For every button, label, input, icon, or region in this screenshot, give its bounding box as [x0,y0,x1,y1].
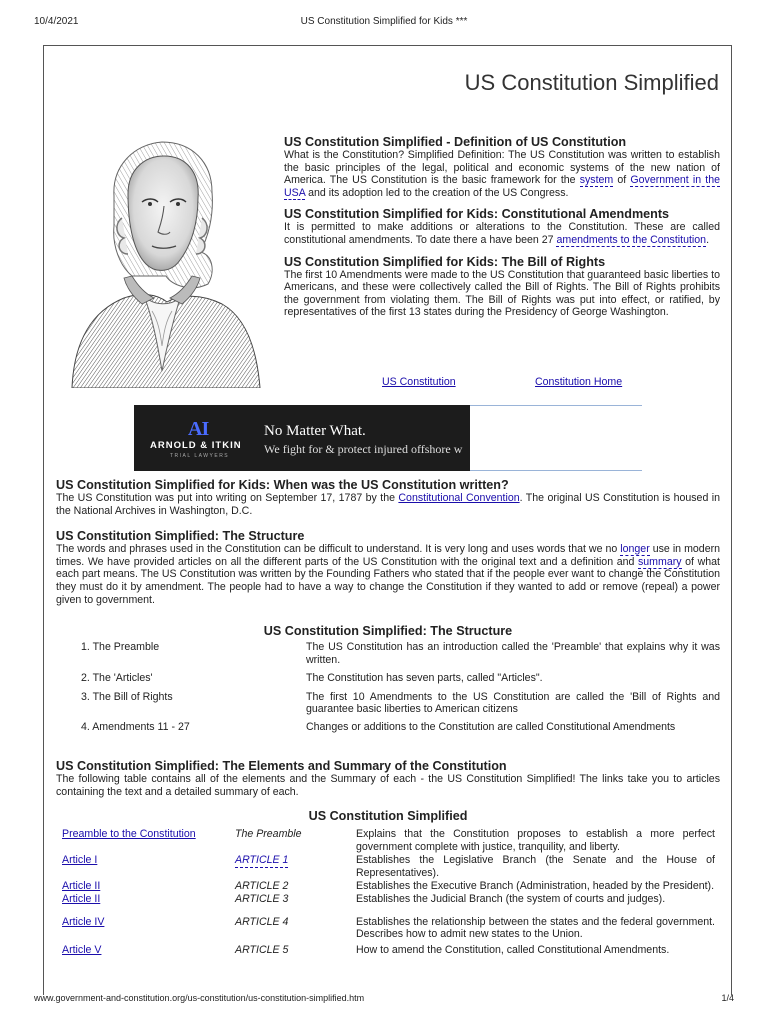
elements-table-caption: US Constitution Simplified [308,809,468,823]
amendments-heading: US Constitution Simplified for Kids: Constitutional Amendments [284,207,670,222]
advertisement-banner[interactable] [134,405,470,471]
elements-table [56,810,720,956]
element-link[interactable]: Article II [62,893,101,906]
written-heading: US Constitution Simplified for Kids: When was the US Constitution written? [56,478,509,492]
structure-heading: US Constitution Simplified: The Structure [56,529,305,544]
elements-heading: US Constitution Simplified: The Elements and Summary of the Constitution [56,759,507,773]
element-name: ARTICLE 5 [235,943,289,956]
amendments-link[interactable]: amendments to the Constitution [556,233,707,246]
element-name: The Preamble [235,828,302,841]
element-link[interactable]: Article V [62,943,102,956]
written-text-b: . The original US Constitution is housed in the National Archives in Washington, D.C. [56,492,720,517]
amendments-paragraph [284,221,720,246]
element-summary: Establishes the Executive Branch (Administration, headed by the President). [356,880,715,893]
longer-link[interactable]: longer [620,543,650,556]
table-row [56,672,720,684]
table-row [56,691,720,716]
system-link[interactable]: system [579,174,614,187]
ad-divider-lines [470,405,642,471]
table-row [56,641,720,666]
print-url: www.government-and-constitution.org/us-constitution/us-constitution-simplified.htm [34,993,365,1003]
print-page-number: 1/4 [721,993,734,1003]
ad-headline: No Matter What. [264,423,366,439]
written-paragraph [56,492,720,517]
structure-paragraph [56,543,720,606]
structure-part: 1. The Preamble [81,641,160,654]
table-row [56,880,720,892]
government-in-usa-link[interactable]: Government in the USA [284,174,720,199]
elements-section [56,759,720,798]
elements-paragraph: The following table contains all of the elements and the Summary of each - the US Constitution Simplified! The links take you to articles containing the text and a detailed summary of each. [56,773,720,798]
definition-paragraph [284,149,720,199]
element-summary: Establishes the Judicial Branch (the system of courts and judges). [356,893,666,906]
structure-desc: The Constitution has seven parts, called "Articles". [306,672,543,685]
structure-table-caption: US Constitution Simplified: The Structure [263,624,513,638]
table-row [56,916,720,941]
page-frame [43,45,732,995]
table-row [56,721,720,733]
table-row [56,893,720,905]
constitutional-convention-link[interactable]: Constitutional Convention [398,492,520,504]
definition-text-c: and its adoption led to the creation of the US Congress. [305,186,569,199]
body-text [56,478,720,618]
structure-part: 4. Amendments 11 - 27 [81,721,190,734]
amendments-text-b: . [706,233,710,246]
george-washington-portrait [62,126,262,388]
structure-part: 2. The 'Articles' [81,672,153,685]
amendments-text-a: It is permitted to make additions or alterations to the Constitution. These are called constitutional amendments. To date there a have been 27 [284,221,720,246]
summary-link[interactable]: summary [637,555,682,568]
definition-text-a: What is the Constitution? Simplified Definition: The US Constitution was written to establish the basic principles of the legal, political and economic systems of the new nation of America. The US Constitution is the basic framework for the [284,149,720,187]
ad-logo-name: ARNOLD & ITKIN [150,440,242,451]
bill-of-rights-heading: US Constitution Simplified for Kids: The Bill of Rights [284,254,606,269]
written-text-a: The US Constitution was put into writing on September 17, 1787 by the [56,492,399,504]
structure-text-a: The words and phrases used in the Constitution can be difficult to understand. It is very long and uses words that we no [56,543,621,556]
element-summary: How to amend the Constitution, called Constitutional Amendments. [356,943,670,956]
structure-part: 3. The Bill of Rights [81,690,173,703]
definition-text-b: of [613,174,631,187]
element-summary: Explains that the Constitution proposes to establish a more perfect government complete with justice, tranquility, and liberty. [356,828,715,853]
definition-heading: US Constitution Simplified - Definition of US Constitution [284,135,627,149]
table-row [56,828,720,853]
print-header [34,16,734,30]
table-row [56,944,720,956]
element-name: ARTICLE 4 [235,915,289,928]
element-link[interactable]: Article II [62,880,101,893]
structure-text-c: of what each part means. The US Constitution was written by the Founding Fathers who stated that if the people ever want to change the Constitution they must do it by amendment. The people had to have a way to change the Constitution if they wanted to add or remove (repeal) a power given to government. [56,555,720,606]
element-name-link[interactable]: ARTICLE 1 [235,854,289,867]
constitution-home-link[interactable]: Constitution Home [535,376,623,388]
element-name: ARTICLE 3 [235,893,289,906]
structure-text-b: use in modern times. We have provided articles on all the different parts of the US Constitution with the original text and a definition and [56,543,721,568]
ad-logo-sub: TRIAL LAWYERS [170,453,230,459]
ad-tagline: We fight for & protect injured offshore w [264,442,463,456]
element-summary: Establishes the Legislative Branch (the Senate and the House of Representatives). [356,854,715,879]
element-link[interactable]: Article IV [62,915,105,928]
element-name: ARTICLE 2 [235,880,289,893]
structure-desc: Changes or additions to the Constitution are called Constitutional Amendments [306,721,676,734]
structure-desc: The US Constitution has an introduction called the 'Preamble' that explains why it was written. [306,641,720,666]
print-date: 10/4/2021 [34,16,79,27]
element-link[interactable]: Preamble to the Constitution [62,828,196,841]
intro-sections [284,135,720,327]
element-link[interactable]: Article I [62,854,98,867]
ad-logo-mark: AI [188,418,209,440]
site-title: US Constitution Simplified [464,70,719,95]
structure-desc: The first 10 Amendments to the US Constitution are called the 'Bill of Rights and guarantee basic liberties to American citizens [306,690,720,716]
us-constitution-link[interactable]: US Constitution [382,376,456,388]
table-row [56,854,720,879]
element-summary: Establishes the relationship between the states and the federal government. Describes how to admit new states to the Union. [356,915,715,941]
print-page-title: US Constitution Simplified for Kids *** [300,16,468,27]
bill-of-rights-paragraph: The first 10 Amendments were made to the US Constitution that guaranteed basic liberties to Americans, and these were collectively called the Bill of Rights. The Bill of Rights prohibits the government from violating them. The Bill of Rights was put into effect, or ratified, by representatives of the first 13 states during the Presidency of George Washington. [284,268,720,319]
structure-table [56,625,720,740]
